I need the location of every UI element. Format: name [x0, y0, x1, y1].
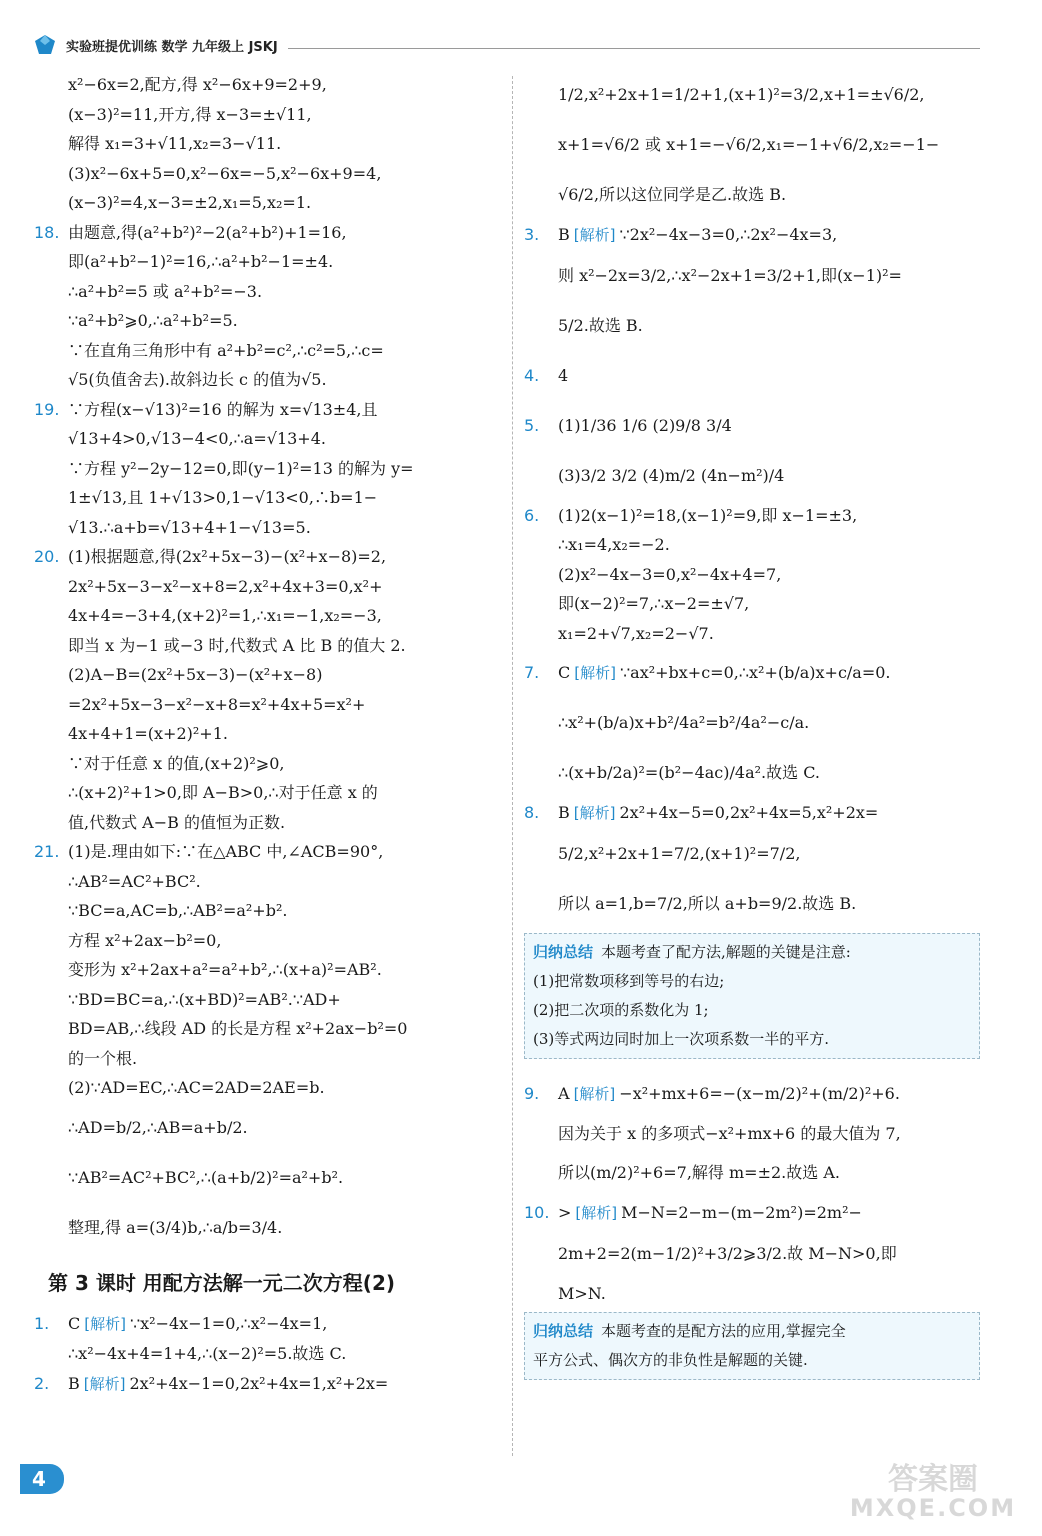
answer-line: [34, 70, 494, 100]
question-number: 3.: [524, 225, 540, 244]
answer-text: 2x²+4x−1=0,2x²+4x=1,x²+2x=: [129, 1373, 389, 1393]
column-divider: [512, 76, 513, 1456]
answer-text: 2x²+5x−3−x²−x+8=2,x²+4x+3=0,x²+: [68, 576, 383, 596]
answer-line: [34, 749, 494, 779]
answer-line: [34, 660, 494, 690]
summary-line: [533, 1317, 971, 1346]
answer-choice: B: [68, 1373, 80, 1393]
analysis-label: [解析]: [573, 804, 616, 822]
answer-text: √5(负值舍去).故斜边长 c 的值为√5.: [68, 370, 327, 389]
watermark: [838, 1462, 1028, 1528]
answer-text: 变形为 x²+2ax+a²=a²+b²,∴(x+a)²=AB².: [68, 960, 382, 979]
answer-line: [34, 188, 494, 218]
answer-line: [34, 218, 494, 248]
answer-line: [524, 748, 980, 798]
answer-text: 因为关于 x 的多项式−x²+mx+6 的最大值为 7,: [558, 1123, 901, 1143]
answer-line: [34, 1153, 494, 1203]
answer-choice: B: [558, 225, 570, 244]
answer-text: ∴x²−4x+4=1+4,∴(x−2)²=5.故选 C.: [68, 1344, 347, 1363]
answer-text: ∵方程 y²−2y−12=0,即(y−1)²=13 的解为 y=: [68, 458, 414, 478]
answer-text: ∵BD=BC=a,∴(x+BD)²=AB².∵AD+: [68, 989, 341, 1009]
answer-text: ∴AB²=AC²+BC².: [68, 871, 201, 891]
answer-line: [524, 1198, 980, 1229]
answer-text: ∵AB²=AC²+BC²,∴(a+b/2)²=a²+b².: [68, 1167, 344, 1187]
answer-text: 的一个根.: [68, 1048, 138, 1068]
answer-line: [524, 70, 980, 120]
answer-text: (3)3/2 3/2 (4)m/2 (4n−m²)/4: [558, 465, 785, 485]
header-rule: [288, 48, 980, 49]
answer-text: ∴AD=b/2,∴AB=a+b/2.: [68, 1117, 248, 1137]
summary-box-1: [524, 933, 980, 1059]
answer-line: [524, 251, 980, 301]
question-number: 19.: [34, 399, 60, 419]
answer-line: [524, 351, 980, 401]
answer-text: 则 x²−2x=3/2,∴x²−2x+1=3/2+1,即(x−1)²=: [558, 265, 902, 285]
question-number: 6.: [524, 505, 540, 525]
answer-line: [524, 589, 980, 619]
answer-line: [34, 1103, 494, 1153]
analysis-label: [解析]: [575, 1204, 618, 1222]
answer-line: [524, 619, 980, 649]
answer-line: [524, 501, 980, 531]
answer-text: ∴x₁=4,x₂=−2.: [558, 535, 670, 554]
question-number: 5.: [524, 415, 540, 435]
answer-text: −x²+mx+6=−(x−m/2)²+(m/2)²+6.: [619, 1083, 900, 1103]
answer-line: [524, 1069, 980, 1119]
answer-line: [524, 829, 980, 879]
answer-text: ∵对于任意 x 的值,(x+2)²⩾0,: [68, 753, 285, 773]
answer-text: √13.∴a+b=√13+4+1−√13=5.: [68, 517, 311, 537]
answer-choice: A: [558, 1083, 570, 1103]
summary-line: (2)把二次项的系数化为 1;: [533, 1000, 709, 1019]
answer-line: [524, 1229, 980, 1279]
answer-text: √13+4>0,√13−4<0,∴a=√13+4.: [68, 429, 326, 448]
answer-text: 解得 x₁=3+√11,x₂=3−√11.: [68, 134, 282, 153]
answer-line: [34, 837, 494, 867]
watermark-text: 答案圈: [888, 1462, 978, 1497]
answer-line: [34, 1014, 494, 1044]
answer-line: [524, 1119, 980, 1149]
question-number: 8.: [524, 803, 540, 822]
analysis-label: [解析]: [83, 1374, 126, 1393]
summary-line: 平方公式、偶次方的非负性是解题的关键.: [533, 1351, 808, 1369]
summary-text: 本题考查的是配方法的应用,掌握完全: [601, 1322, 846, 1340]
answer-line: [34, 867, 494, 897]
answer-line: [34, 1203, 494, 1253]
page-number: 4: [20, 1464, 64, 1494]
answer-line: [34, 896, 494, 926]
answer-line: [34, 985, 494, 1015]
question-number: 9.: [524, 1083, 540, 1103]
right-answer-lines-2: [524, 1069, 980, 1309]
answer-line: [34, 277, 494, 307]
summary-box-2: [524, 1312, 980, 1380]
answer-line: [524, 220, 980, 251]
answer-text: ∵ax²+bx+c=0,∴x²+(b/a)x+c/a=0.: [619, 663, 891, 682]
question-number: 4.: [524, 365, 540, 385]
answer-text: 由题意,得(a²+b²)²−2(a²+b²)+1=16,: [68, 222, 347, 242]
answer-line: [34, 395, 494, 425]
answer-text: (x−3)²=4,x−3=±2,x₁=5,x₂=1.: [68, 193, 312, 212]
answer-line: [34, 926, 494, 956]
answer-line: [524, 451, 980, 501]
answer-text: 5/2,x²+2x+1=7/2,(x+1)²=7/2,: [558, 843, 801, 863]
answer-line: [34, 690, 494, 720]
answer-line: [34, 542, 494, 572]
question-number: 2.: [34, 1373, 50, 1393]
answer-text: 所以 a=1,b=7/2,所以 a+b=9/2.故选 B.: [558, 893, 857, 913]
answer-line: [34, 572, 494, 602]
answer-text: =2x²+5x−3−x²−x+8=x²+4x+5=x²+: [68, 694, 366, 714]
answer-line: [524, 1148, 980, 1198]
left-answer-lines: [34, 70, 494, 1253]
answer-line: [34, 159, 494, 189]
answer-text: ∵2x²−4x−3=0,∴2x²−4x=3,: [619, 225, 838, 244]
answer-text: 5/2.故选 B.: [558, 315, 643, 335]
answer-line: [34, 1339, 494, 1369]
answer-line: [34, 424, 494, 454]
answer-text: 4x+4+1=(x+2)²+1.: [68, 724, 228, 743]
answer-line: [34, 1044, 494, 1074]
answer-text: ∴(x+b/2a)²=(b²−4ac)/4a².故选 C.: [558, 763, 820, 782]
answer-text: 即当 x 为−1 或−3 时,代数式 A 比 B 的值大 2.: [68, 635, 406, 655]
book-title: 实验班提优训练 数学 九年级上 JSKJ: [66, 39, 278, 55]
answer-line: [34, 454, 494, 484]
answer-line: [524, 170, 980, 220]
answer-text: (2)∵AD=EC,∴AC=2AD=2AE=b.: [68, 1078, 325, 1097]
answer-text: (1)是.理由如下:∵在△ABC 中,∠ACB=90°,: [68, 842, 384, 861]
summary-title: 归纳总结: [533, 1322, 594, 1340]
summary-line: (1)把常数项移到等号的右边;: [533, 971, 725, 990]
answer-line: [34, 631, 494, 661]
answer-text: ∴(x+2)²+1>0,即 A−B>0,∴对于任意 x 的: [68, 783, 378, 802]
answer-choice: >: [558, 1203, 572, 1222]
question-number: 10.: [524, 1203, 550, 1222]
answer-line: [524, 560, 980, 590]
answer-text: BD=AB,∴线段 AD 的长是方程 x²+2ax−b²=0: [68, 1019, 408, 1038]
lesson3-answers: [34, 1309, 494, 1400]
gem-icon: [34, 34, 56, 56]
analysis-label: [解析]: [573, 1084, 616, 1103]
analysis-label: [解析]: [574, 664, 616, 682]
right-answer-lines: [524, 70, 980, 929]
answer-line: [34, 513, 494, 543]
answer-line: [524, 1279, 980, 1309]
answer-line: [524, 401, 980, 451]
answer-line: [524, 301, 980, 351]
answer-text: x+1=√6/2 或 x+1=−√6/2,x₁=−1+√6/2,x₂=−1−: [558, 135, 940, 154]
answer-text: 4x+4=−3+4,(x+2)²=1,∴x₁=−1,x₂=−3,: [68, 606, 382, 625]
answer-text: ∵x²−4x−1=0,∴x²−4x=1,: [129, 1313, 328, 1333]
summary-text: 本题考查了配方法,解题的关键是注意:: [601, 942, 851, 961]
answer-text: ∵a²+b²⩾0,∴a²+b²=5.: [68, 311, 238, 330]
answer-choice: B: [558, 803, 570, 822]
answer-text: ∵方程(x−√13)²=16 的解为 x=√13±4,且: [68, 399, 378, 419]
answer-text: M>N.: [558, 1283, 606, 1303]
watermark-url: MXQE.COM: [849, 1494, 1017, 1522]
answer-text: x₁=2+√7,x₂=2−√7.: [558, 623, 714, 643]
answer-text: 所以(m/2)²+6=7,解得 m=±2.故选 A.: [558, 1163, 840, 1182]
answer-text: 即(a²+b²−1)²=16,∴a²+b²−1=±4.: [68, 252, 334, 271]
answer-line: [524, 648, 980, 698]
answer-text: ∴x²+(b/a)x+b²/4a²=b²/4a²−c/a.: [558, 713, 810, 732]
answer-text: (1)2(x−1)²=18,(x−1)²=9,即 x−1=±3,: [558, 505, 858, 525]
answer-line: [34, 483, 494, 513]
answer-line: [34, 955, 494, 985]
answer-text: ∴a²+b²=5 或 a²+b²=−3.: [68, 281, 263, 301]
answer-line: [34, 1073, 494, 1103]
answer-text: ∵在直角三角形中有 a²+b²=c²,∴c²=5,∴c=: [68, 340, 384, 360]
answer-text: (3)x²−6x+5=0,x²−6x=−5,x²−6x+9=4,: [68, 163, 382, 183]
answer-text: 1±√13,且 1+√13>0,1−√13<0,∴b=1−: [68, 488, 378, 507]
right-column: [524, 70, 980, 1390]
answer-text: (2)A−B=(2x²+5x−3)−(x²+x−8): [68, 665, 323, 684]
question-number: 21.: [34, 842, 60, 861]
answer-line: [34, 808, 494, 838]
answer-text: √6/2,所以这位同学是乙.故选 B.: [558, 185, 787, 204]
analysis-label: [解析]: [84, 1314, 126, 1333]
question-number: 7.: [524, 663, 540, 682]
answer-line: [34, 100, 494, 130]
summary-line: [533, 938, 971, 967]
answer-line: [524, 798, 980, 829]
answer-text: M−N=2−m−(m−2m²)=2m²−: [621, 1203, 862, 1222]
section-title: 第 3 课时 用配方法解一元二次方程(2): [48, 1270, 396, 1295]
question-number: 1.: [34, 1313, 50, 1333]
answer-text: 4: [558, 365, 569, 385]
answer-line: [524, 879, 980, 929]
answer-line: [34, 365, 494, 395]
answer-line: [34, 129, 494, 159]
answer-text: (1)1/36 1/6 (2)9/8 3/4: [558, 415, 732, 435]
answer-text: x²−6x=2,配方,得 x²−6x+9=2+9,: [68, 75, 327, 94]
answer-line: [34, 601, 494, 631]
answer-text: 整理,得 a=(3/4)b,∴a/b=3/4.: [68, 1217, 283, 1237]
page-header: [34, 30, 980, 60]
answer-text: 即(x−2)²=7,∴x−2=±√7,: [558, 594, 750, 613]
answer-line: [34, 1369, 494, 1400]
answer-text: 2m+2=2(m−1/2)²+3/2⩾3/2.故 M−N>0,即: [558, 1243, 897, 1263]
answer-line: [34, 247, 494, 277]
answer-text: (x−3)²=11,开方,得 x−3=±√11,: [68, 104, 312, 124]
answer-text: (1)根据题意,得(2x²+5x−3)−(x²+x−8)=2,: [68, 547, 387, 566]
answer-text: 2x²+4x−5=0,2x²+4x=5,x²+2x=: [619, 803, 879, 822]
summary-line: (3)等式两边同时加上一次项系数一半的平方.: [533, 1029, 830, 1048]
answer-line: [34, 719, 494, 749]
answer-line: [34, 306, 494, 336]
answer-text: ∵BC=a,AC=b,∴AB²=a²+b².: [68, 901, 288, 920]
answer-line: [34, 336, 494, 366]
answer-choice: C: [558, 663, 571, 682]
answer-text: 方程 x²+2ax−b²=0,: [68, 930, 222, 950]
left-column: [34, 70, 494, 1399]
answer-line: [34, 1309, 494, 1340]
answer-line: [524, 120, 980, 170]
answer-line: [524, 530, 980, 560]
answer-text: 1/2,x²+2x+1=1/2+1,(x+1)²=3/2,x+1=±√6/2,: [558, 85, 925, 104]
answer-choice: C: [68, 1313, 81, 1333]
analysis-label: [解析]: [573, 226, 616, 244]
answer-text: 值,代数式 A−B 的值恒为正数.: [68, 812, 286, 832]
question-number: 20.: [34, 547, 60, 566]
summary-title: 归纳总结: [533, 942, 594, 961]
question-number: 18.: [34, 222, 60, 242]
answer-line: [524, 698, 980, 748]
answer-line: [34, 778, 494, 808]
answer-text: (2)x²−4x−3=0,x²−4x+4=7,: [558, 564, 782, 584]
